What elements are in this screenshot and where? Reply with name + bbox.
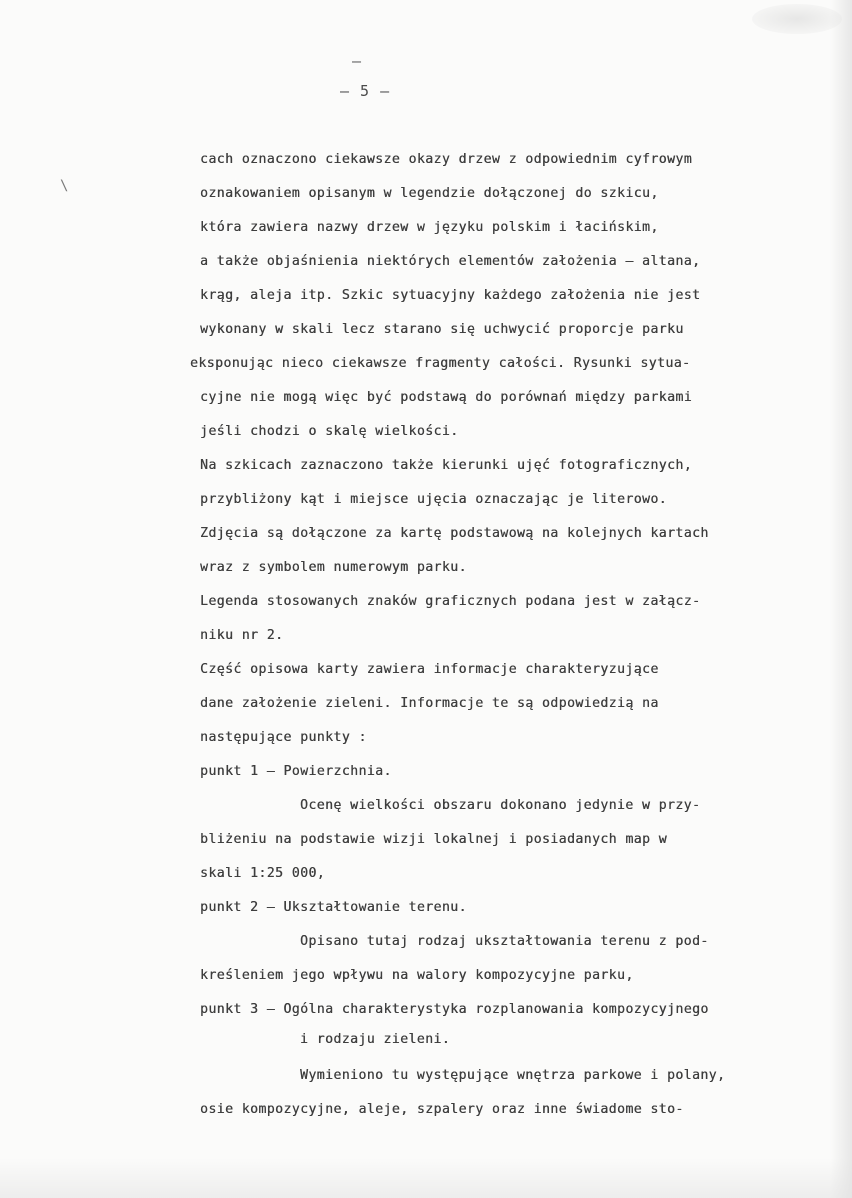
scan-smudge — [752, 4, 842, 34]
text-line: Wymieniono tu występujące wnętrza parkowe i polany, — [300, 1068, 726, 1083]
margin-pencil-mark: \ — [60, 178, 69, 194]
text-line: cyjne nie mogą więc być podstawą do porównań między parkami — [200, 390, 693, 405]
text-line: wraz z symbolem numerowym parku. — [200, 560, 467, 575]
text-line: a także objaśnienia niektórych elementów założenia – altana, — [200, 254, 701, 269]
text-line: eksponując nieco ciekawsze fragmenty całości. Rysunki sytua- — [190, 356, 691, 371]
scan-edge-shadow — [830, 0, 852, 1198]
text-line: Zdjęcia są dołączone za kartę podstawową na kolejnych kartach — [200, 526, 709, 541]
text-line: oznakowaniem opisanym w legendzie dołączonej do szkicu, — [200, 186, 659, 201]
text-line: i rodzaju zieleni. — [300, 1032, 451, 1047]
text-line: Część opisowa karty zawiera informacje charakteryzujące — [200, 662, 659, 677]
text-line: punkt 2 – Ukształtowanie terenu. — [200, 900, 467, 915]
text-line: kreśleniem jego wpływu na walory kompozycyjne parku, — [200, 968, 634, 983]
text-line: krąg, aleja itp. Szkic sytuacyjny każdego założenia nie jest — [200, 288, 701, 303]
page-number: – 5 – — [340, 82, 391, 100]
text-line: która zawiera nazwy drzew w języku polskim i łacińskim, — [200, 220, 659, 235]
text-line: Legenda stosowanych znaków graficznych podana jest w załącz- — [200, 594, 701, 609]
text-line: osie kompozycyjne, aleje, szpalery oraz inne świadome sto- — [200, 1102, 684, 1117]
header-dash: – — [352, 52, 362, 70]
text-line: cach oznaczono ciekawsze okazy drzew z odpowiednim cyfrowym — [200, 152, 693, 167]
text-line: Na szkicach zaznaczono także kierunki ujęć fotograficznych, — [200, 458, 693, 473]
text-line: punkt 1 – Powierzchnia. — [200, 764, 392, 779]
text-line: wykonany w skali lecz starano się uchwycić proporcje parku — [200, 322, 684, 337]
text-line: niku nr 2. — [200, 628, 284, 643]
text-line: przybliżony kąt i miejsce ujęcia oznaczając je literowo. — [200, 492, 668, 507]
text-line: bliżeniu na podstawie wizji lokalnej i posiadanych map w — [200, 832, 668, 847]
text-line: skali 1:25 000, — [200, 866, 326, 881]
text-line: następujące punkty : — [200, 730, 367, 745]
scan-edge-shadow-bottom — [0, 1158, 852, 1198]
text-line: Opisano tutaj rodzaj ukształtowania terenu z pod- — [300, 934, 709, 949]
text-line: dane założenie zieleni. Informacje te są odpowiedzią na — [200, 696, 659, 711]
text-line: jeśli chodzi o skalę wielkości. — [200, 424, 459, 439]
text-line: punkt 3 – Ogólna charakterystyka rozplanowania kompozycyjnego — [200, 1002, 709, 1017]
text-line: Ocenę wielkości obszaru dokonano jedynie w przy- — [300, 798, 701, 813]
